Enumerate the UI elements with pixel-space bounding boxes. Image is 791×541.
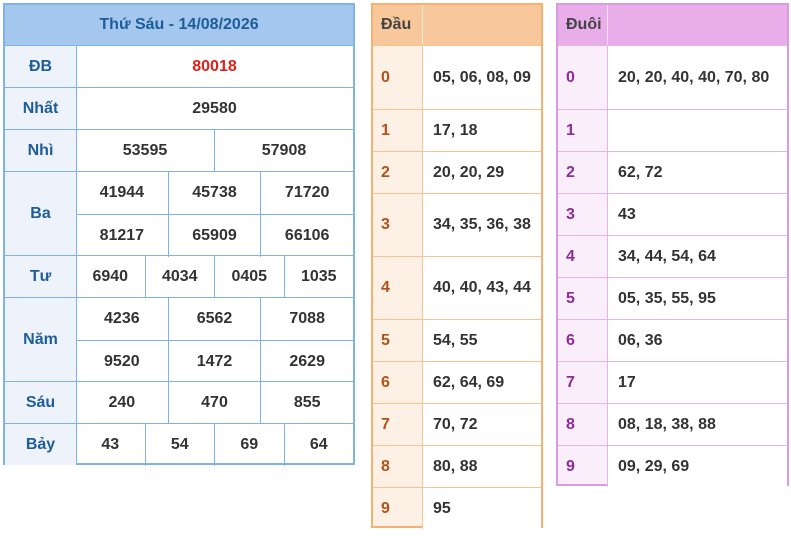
- prize-label: Sáu: [5, 382, 77, 423]
- duoi-numbers: [607, 110, 787, 151]
- prize-number: 41944: [99, 184, 145, 201]
- special-prize-number: 80018: [192, 58, 237, 75]
- prize-label: Năm: [5, 298, 77, 381]
- duoi-row: [558, 445, 787, 487]
- results-title: Thứ Sáu - 14/08/2026: [5, 5, 353, 45]
- duoi-header: [558, 5, 787, 45]
- dau-digit: 5: [381, 331, 390, 349]
- prize-subrow: [76, 298, 353, 340]
- duoi-row: [558, 403, 787, 445]
- dau-numbers: 05, 06, 08, 09: [422, 46, 541, 109]
- dau-numbers: 80, 88: [422, 446, 541, 487]
- dau-row: [373, 445, 541, 487]
- duoi-numbers: 43: [607, 194, 787, 235]
- prize-label: Ba: [5, 172, 77, 255]
- prize-number: 1035: [284, 256, 354, 298]
- prize-values: [76, 382, 353, 423]
- prize-number: 81217: [99, 227, 145, 244]
- prize-values: [76, 88, 353, 129]
- dau-numbers: 70, 72: [422, 404, 541, 445]
- dau-row: [373, 193, 541, 256]
- results-table: [3, 3, 355, 465]
- prize-number: 0405: [214, 256, 284, 298]
- duoi-row: [558, 193, 787, 235]
- dau-numbers: 62, 64, 69: [422, 362, 541, 403]
- duoi-numbers: 20, 20, 40, 40, 70, 80: [607, 46, 787, 109]
- dau-row: [373, 109, 541, 151]
- duoi-row: [558, 109, 787, 151]
- prize-number: 53595: [122, 142, 168, 159]
- duoi-header-values: [607, 5, 787, 45]
- prize-subrow: [76, 382, 353, 424]
- dau-header: [373, 5, 541, 45]
- dau-table: [371, 3, 543, 528]
- dau-numbers: 17, 18: [422, 110, 541, 151]
- prize-number: 43: [101, 436, 120, 453]
- duoi-row: [558, 45, 787, 109]
- prize-values: [76, 256, 353, 297]
- dau-digit: 9: [381, 499, 390, 517]
- duoi-digit: 7: [566, 373, 575, 391]
- duoi-numbers: 09, 29, 69: [607, 446, 787, 487]
- dau-numbers: 95: [422, 488, 541, 529]
- prize-values: [76, 46, 353, 87]
- duoi-row: [558, 151, 787, 193]
- duoi-header-label: Đuôi: [566, 16, 602, 33]
- duoi-table: [556, 3, 789, 486]
- dau-digit: 3: [381, 216, 390, 233]
- dau-numbers: 20, 20, 29: [422, 152, 541, 193]
- prize-row: [5, 297, 353, 381]
- dau-digit: 7: [381, 415, 390, 433]
- prize-number: 9520: [104, 353, 140, 370]
- duoi-digit: 9: [566, 457, 575, 475]
- dau-digit: 1: [381, 121, 390, 139]
- prize-number: 66106: [260, 215, 353, 257]
- dau-digit: 4: [381, 279, 390, 296]
- dau-row: [373, 256, 541, 319]
- prize-number: 64: [284, 424, 354, 466]
- prize-number: 4034: [145, 256, 215, 298]
- prize-row: [5, 87, 353, 129]
- prize-row: [5, 255, 353, 297]
- dau-numbers: 34, 35, 36, 38: [422, 194, 541, 256]
- duoi-digit: 2: [566, 163, 575, 181]
- prize-row: [5, 45, 353, 87]
- dau-header-label: Đầu: [381, 16, 412, 33]
- duoi-row: [558, 361, 787, 403]
- prize-subrow: [76, 340, 353, 383]
- duoi-row: [558, 277, 787, 319]
- prize-number: 240: [108, 394, 136, 411]
- duoi-row: [558, 235, 787, 277]
- prize-number: 6940: [92, 268, 129, 285]
- dau-row: [373, 319, 541, 361]
- dau-numbers: 40, 40, 43, 44: [422, 257, 541, 319]
- prize-subrow: [76, 46, 353, 88]
- prize-values: [76, 130, 353, 171]
- duoi-numbers: 08, 18, 38, 88: [607, 404, 787, 445]
- prize-number: 4236: [104, 310, 140, 327]
- duoi-digit: 8: [566, 415, 575, 433]
- prize-number: 29580: [192, 100, 237, 117]
- prize-number: 57908: [214, 130, 353, 172]
- duoi-numbers: 34, 44, 54, 64: [607, 236, 787, 277]
- prize-label: ĐB: [5, 46, 77, 87]
- dau-digit: 6: [381, 373, 390, 391]
- prize-row: [5, 381, 353, 423]
- prize-subrow: [76, 172, 353, 214]
- duoi-numbers: 17: [607, 362, 787, 403]
- dau-digit: 8: [381, 457, 390, 475]
- duoi-numbers: 05, 35, 55, 95: [607, 278, 787, 319]
- dau-numbers: 54, 55: [422, 320, 541, 361]
- prize-subrow: [76, 256, 353, 298]
- prize-row: [5, 423, 353, 465]
- duoi-digit: 0: [566, 68, 575, 86]
- prize-values: [76, 172, 353, 255]
- prize-row: [5, 171, 353, 255]
- dau-row: [373, 487, 541, 529]
- dau-digit: 2: [381, 163, 390, 181]
- prize-values: [76, 298, 353, 381]
- duoi-numbers: 06, 36: [607, 320, 787, 361]
- prize-subrow: [76, 214, 353, 257]
- duoi-digit: 6: [566, 331, 575, 349]
- prize-number: 45738: [168, 172, 261, 214]
- prize-number: 855: [260, 382, 353, 424]
- duoi-digit: 4: [566, 247, 575, 265]
- prize-label: Bảy: [5, 424, 77, 465]
- prize-label: Tư: [5, 256, 77, 297]
- prize-subrow: [76, 88, 353, 130]
- dau-digit: 0: [381, 68, 390, 86]
- prize-label: Nhì: [5, 130, 77, 171]
- dau-row: [373, 403, 541, 445]
- prize-number: 54: [145, 424, 215, 466]
- prize-label: Nhất: [5, 88, 77, 129]
- prize-number: 2629: [260, 341, 353, 383]
- prize-values: [76, 424, 353, 465]
- duoi-digit: 5: [566, 289, 575, 307]
- prize-number: 1472: [168, 341, 261, 383]
- prize-row: [5, 129, 353, 171]
- dau-row: [373, 361, 541, 403]
- duoi-digit: 3: [566, 205, 575, 223]
- dau-header-values: [422, 5, 541, 45]
- prize-subrow: [76, 130, 353, 172]
- prize-number: 69: [214, 424, 284, 466]
- prize-subrow: [76, 424, 353, 466]
- duoi-row: [558, 319, 787, 361]
- dau-row: [373, 45, 541, 109]
- prize-number: 65909: [168, 215, 261, 257]
- duoi-digit: 1: [566, 121, 575, 139]
- dau-row: [373, 151, 541, 193]
- prize-number: 6562: [168, 298, 261, 340]
- prize-number: 7088: [260, 298, 353, 340]
- prize-number: 71720: [260, 172, 353, 214]
- duoi-numbers: 62, 72: [607, 152, 787, 193]
- prize-number: 470: [168, 382, 261, 424]
